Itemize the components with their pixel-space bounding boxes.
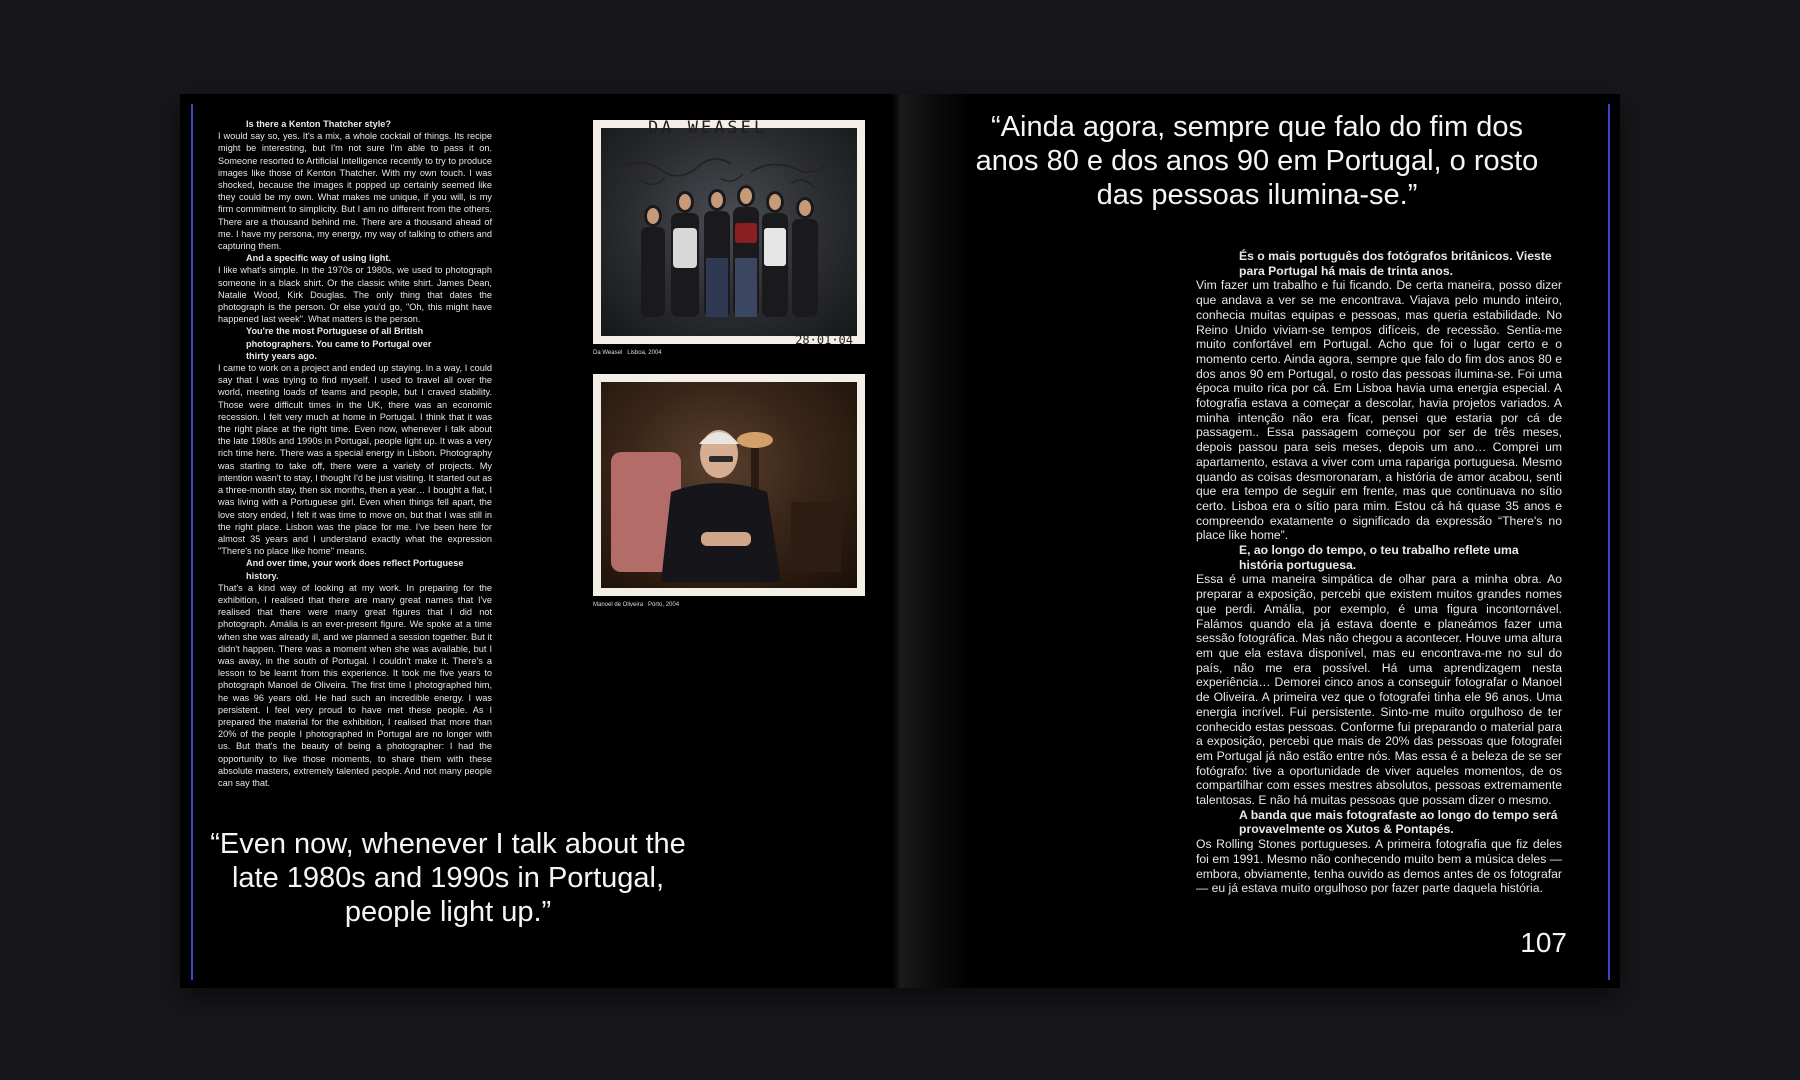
left-page (180, 94, 902, 988)
portuguese-pull-quote: “Ainda agora, sempre que falo do fim dos anos 80 e dos anos 90 em Portugal, o rosto das pessoas ilumina-se.” (975, 111, 1539, 211)
interview-question: És o mais português dos fotógrafos britânicos. Vieste para Portugal há mais de trinta anos. (1239, 249, 1552, 278)
caption-name: Da Weasel (593, 350, 623, 356)
handwriting-date: 28·01·04 (795, 333, 853, 347)
interview-question: Is there a Kenton Thatcher style? (246, 119, 391, 129)
english-interview-column (218, 118, 492, 789)
interview-question: A banda que mais fotografaste ao longo do tempo será provavelmente os Xutos & Pontapés. (1239, 807, 1558, 837)
caption-place: Porto, 2004 (648, 602, 680, 608)
accent-rule-left (191, 104, 193, 980)
interview-answer: Vim fazer um trabalho e fui ficando. De certa maneira, posso dizer que andava a ver se me encontrava. Viajava pelo mundo inteiro, conhecia muitas equipas e pessoas, mas queria estabilidade. No Reino Unido viviam-se tempos difíceis, de recessão. Sentia-me muito confortável em Portugal. Acho que foi o lugar certo e o momento certo. Ainda agora, sempre que falo do fim dos anos 80 e dos anos 90 em Portugal, o rosto das pessoas ilumina-se. Foi uma época muito rica por cá. Em Lisboa havia uma energia especial. A fotografia estava a começar a descolar, havia projetos variados. A minha intenção não era ficar, pensei que estaria por cá de passagem.. Essa passagem começou por ser de três meses, depois passou para seis meses, depois um ano… Comprei um apartamento, estava a viver com uma rapariga portuguesa. Mesmo quando as coisas desmoronaram, a história de amor acabou, senti que era tempo de seguir em frente, mas que continuava no sítio certo. Lisboa era o sítio para mim. Estou cá há quase 35 anos e compreendo exatamente o significado da expressão “There's no place like home”. (1196, 278, 1562, 543)
interview-question: You're the most Portuguese of all British photographers. You came to Portugal over thirty years ago. (246, 326, 432, 361)
interview-answer: Essa é uma maneira simpática de olhar para a minha obra. Ao preparar a exposição, percebi que existem muitos grandes nomes que perdi. Amália, por exemplo, é uma figura incontornável. Falámos quando ela já estava doente e planeámos fazer uma sessão fotográfica. Mas não chegou a acontecer. Houve uma altura em que ela estava disponível, mas eu encontrava-me no sul do país, não me era possível. Há uma aprendizagem nesta experiência… Demorei cinco anos a conseguir fotografar o Manoel de Oliveira. A primeira vez que o fotografei tinha ele 96 anos. Uma energia incrível. Fui persistente. Sinto-me muito orgulhoso de ter conhecido estas pessoas. Conforme fui preparando o material para a exposição, percebi que mais de 20% das pessoas que fotografei em Portugal já não estão entre nós. Mas essa é a beleza de se ser fotógrafo: tive a oportunidade de viver aqueles momentos, de os compartilhar com esses mestres absolutos, pessoas extremamente talentosas. E não há muitas pessoas que possam dizer o mesmo. (1196, 572, 1562, 808)
caption-place: Lisboa, 2004 (627, 350, 662, 356)
photo-manoel-de-oliveira (593, 374, 865, 596)
handwriting-title: DA WEASEL (648, 118, 768, 138)
portrait-photo (601, 382, 857, 588)
interview-question: And over time, your work does reflect Portuguese history. (246, 558, 464, 581)
interview-question: E, ao longo do tempo, o teu trabalho reflete uma história portuguesa. (1239, 543, 1519, 572)
accent-rule-right (1608, 104, 1610, 980)
photo-caption (593, 350, 662, 356)
caption-name: Manoel de Oliveira (593, 602, 644, 608)
interview-answer: That's a kind way of looking at my work. In preparing for the exhibition, I realised that there are many great names that I've realised that there were many great figures that I did not photograph. Amália is an ever-present figure. We spoke at a time when she was already ill, and we planned a session together. But it didn't happen. There was a moment when she was available, but I was away, in the south of Portugal. I couldn't make it. There's a lesson to be learnt from this experience. It took me five years to photograph Manoel de Oliveira. The first time I photographed him, he was 96 years old. He had such an incredible energy. I was persistent. I feel very proud to have met these people. As I prepared the material for the exhibition, I realised that more than 20% of the people I photographed in Portugal are no longer with us. But that's the beauty of being a photographer: I had the opportunity to live those moments, to share them with these absolute masters, extremely talented people. And not many people can say that. (218, 582, 492, 788)
right-page (902, 94, 1620, 988)
interview-answer: I like what's simple. In the 1970s or 1980s, we used to photograph someone in a black shirt. Or the classic white shirt. James Dean, Natalie Wood, Kirk Douglas. The only thing that dates the photograph is the person. Or else you'd go, "Oh, this might have happened last week". What matters is the person. (218, 265, 492, 325)
band-group-photo (601, 128, 857, 336)
english-pull-quote: “Even now, whenever I talk about the late 1980s and 1990s in Portugal, people light up.” (210, 828, 686, 928)
interview-question: And a specific way of using light. (246, 253, 391, 264)
open-magazine-spread (180, 94, 1620, 988)
interview-answer: I would say so, yes. It's a mix, a whole cocktail of things. Its recipe might be interesting, but I'm not sure I'm able to pass it on. Someone resorted to Artificial Intelligence recently to try to produce images like those of Kenton Thatcher. With my own touch. I was shocked, because the images it popped up certainly seemed like they could be my own. What makes me unique, if you will, is my firm commitment to simplicity. But I am no different from the others. There are a thousand behind me. There are a thousand ahead of me. I have my persona, my energy, my way of talking to others and capturing them. (218, 131, 492, 252)
photo-caption (593, 602, 679, 608)
interview-answer: Os Rolling Stones portugueses. A primeira fotografia que fiz deles foi em 1991. Mesmo não conhecendo muito bem a música deles — embora, obviamente, tenha ouvido as demos antes de os fotografar — eu já estava muito orgulhoso por fazer parte daquela história. (1196, 837, 1562, 896)
interview-answer: I came to work on a project and ended up staying. In a way, I could say that I was trying to find myself. I used to travel all over the world, meeting loads of teams and people, but I craved stability. Those were difficult times in the UK, there was an economic recession. I felt very much at home in Portugal. I think that it was the right place at the right time. Even now, whenever I talk about the late 1980s and 1990s in Portugal, people light up. It was a very rich time here. There was a special energy in Lisbon. Photography was starting to take off, there were a variety of projects. My intention wasn't to stay, I thought I'd be just visiting. It started out as a three-month stay, then six months, then a year… I bought a flat, I was living with a Portuguese girl. Even when things fell apart, the love story ended, I felt it was time to move on, but that I was still in the right place. Lisbon was the place for me. I've been here for almost 35 years and I understand exactly what the expression "There's no place like home" means. (218, 363, 492, 557)
photo-da-weasel (593, 118, 865, 347)
portuguese-interview-column (1196, 249, 1562, 896)
page-number: 107 (1520, 927, 1567, 958)
